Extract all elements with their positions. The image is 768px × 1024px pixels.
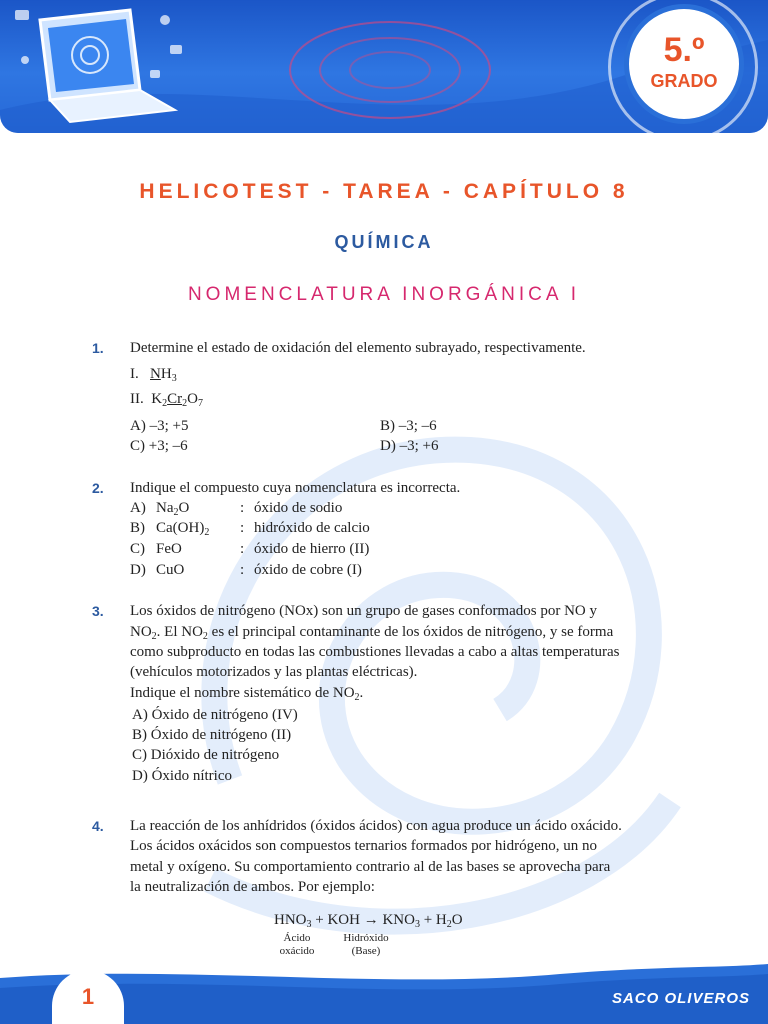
option-a: A) Óxido de nitrógeno (IV) [132, 707, 298, 723]
page-title: HELICOTEST - TAREA - CAPÍTULO 8 [139, 180, 629, 203]
question-text-line: La reacción de los anhídridos (óxidos ácidos) con agua produce un ácido oxácido. [130, 818, 622, 834]
option-name: óxido de hierro (II) [254, 541, 370, 557]
option-d: D) –3; +6 [380, 438, 439, 454]
item-label: I. [130, 366, 139, 382]
question-text-line: como subproducto en todas las combustiones llevadas a cabo a altas temperaturas [130, 644, 620, 660]
option-separator: : [240, 500, 245, 516]
option-letter: D) [130, 562, 146, 578]
question-number: 4. [92, 818, 104, 834]
option-formula: CuO [156, 562, 185, 578]
item-label: II. [130, 391, 144, 407]
question-number: 3. [92, 603, 104, 619]
equation-label: Ácido oxácido [279, 932, 315, 957]
option-name: óxido de cobre (I) [254, 562, 362, 578]
option-c: C) Dióxido de nitrógeno [132, 747, 280, 763]
grade-number: 5.º [663, 31, 705, 69]
subject-title: QUÍMICA [334, 232, 434, 252]
option-name: óxido de sodio [254, 500, 343, 516]
option-separator: : [240, 541, 245, 557]
option-letter: A) [130, 500, 146, 516]
question-text-line: la neutralización de ambos. Por ejemplo: [130, 879, 375, 895]
question-number: 2. [92, 480, 104, 496]
question-text-line: Los óxidos de nitrógeno (NOx) son un grupo de gases conformados por NO y [130, 603, 598, 619]
question-text: Determine el estado de oxidación del elemento subrayado, respectivamente. [130, 340, 586, 356]
option-formula: $Ca(OH)_2$ [156, 520, 210, 538]
question-item: II. $K_2Cr_2O_7$ [130, 391, 203, 409]
header-banner [0, 0, 768, 133]
option-d: D) Óxido nítrico [132, 768, 232, 784]
grade-label: GRADO [650, 71, 718, 91]
question-text-line: metal y oxígeno. Su comportamiento contrario al de las bases se aprovecha para [130, 859, 611, 875]
option-letter: C) [130, 541, 145, 557]
option-b: B) –3; –6 [380, 418, 437, 434]
option-letter: B) [130, 520, 145, 536]
page-number: 1 [52, 970, 124, 1024]
grade-badge [624, 4, 744, 124]
brand-logo: SACO OLIVEROS [611, 990, 750, 1007]
option-separator: : [240, 562, 245, 578]
question-text-line: $NO_2$. El $NO_2$ es el principal contaminante de los óxidos de nitrógeno, y se forma [130, 624, 614, 642]
option-b: B) Óxido de nitrógeno (II) [132, 727, 292, 743]
option-c: C) +3; –6 [130, 438, 188, 454]
question-item: I. $NH_3$ [130, 366, 177, 384]
equation-label: Hidróxido (Base) [343, 932, 389, 957]
question-text: Indique el compuesto cuya nomenclatura es incorrecta. [130, 480, 461, 496]
option-formula: FeO [156, 541, 182, 557]
topic-title: NOMENCLATURA INORGÁNICA I [187, 284, 581, 305]
chemical-equation: $HNO_3$ + KOH → $KNO_3 + H_2O$ [274, 912, 463, 930]
question-text-line: Indique el nombre sistemático de $NO_2$. [130, 685, 364, 703]
question-number: 1. [92, 340, 104, 356]
question-text-line: (vehículos motorizados y las plantas eléctricas). [130, 664, 418, 680]
option-name: hidróxido de calcio [254, 520, 370, 536]
option-formula: $Na_2O$ [156, 500, 190, 518]
question-text-line: Los ácidos oxácidos son compuestos ternarios formados por hidrógeno, un no [130, 838, 597, 854]
option-separator: : [240, 520, 245, 536]
laptop-icon [40, 10, 175, 122]
option-a: A) –3; +5 [130, 418, 189, 434]
